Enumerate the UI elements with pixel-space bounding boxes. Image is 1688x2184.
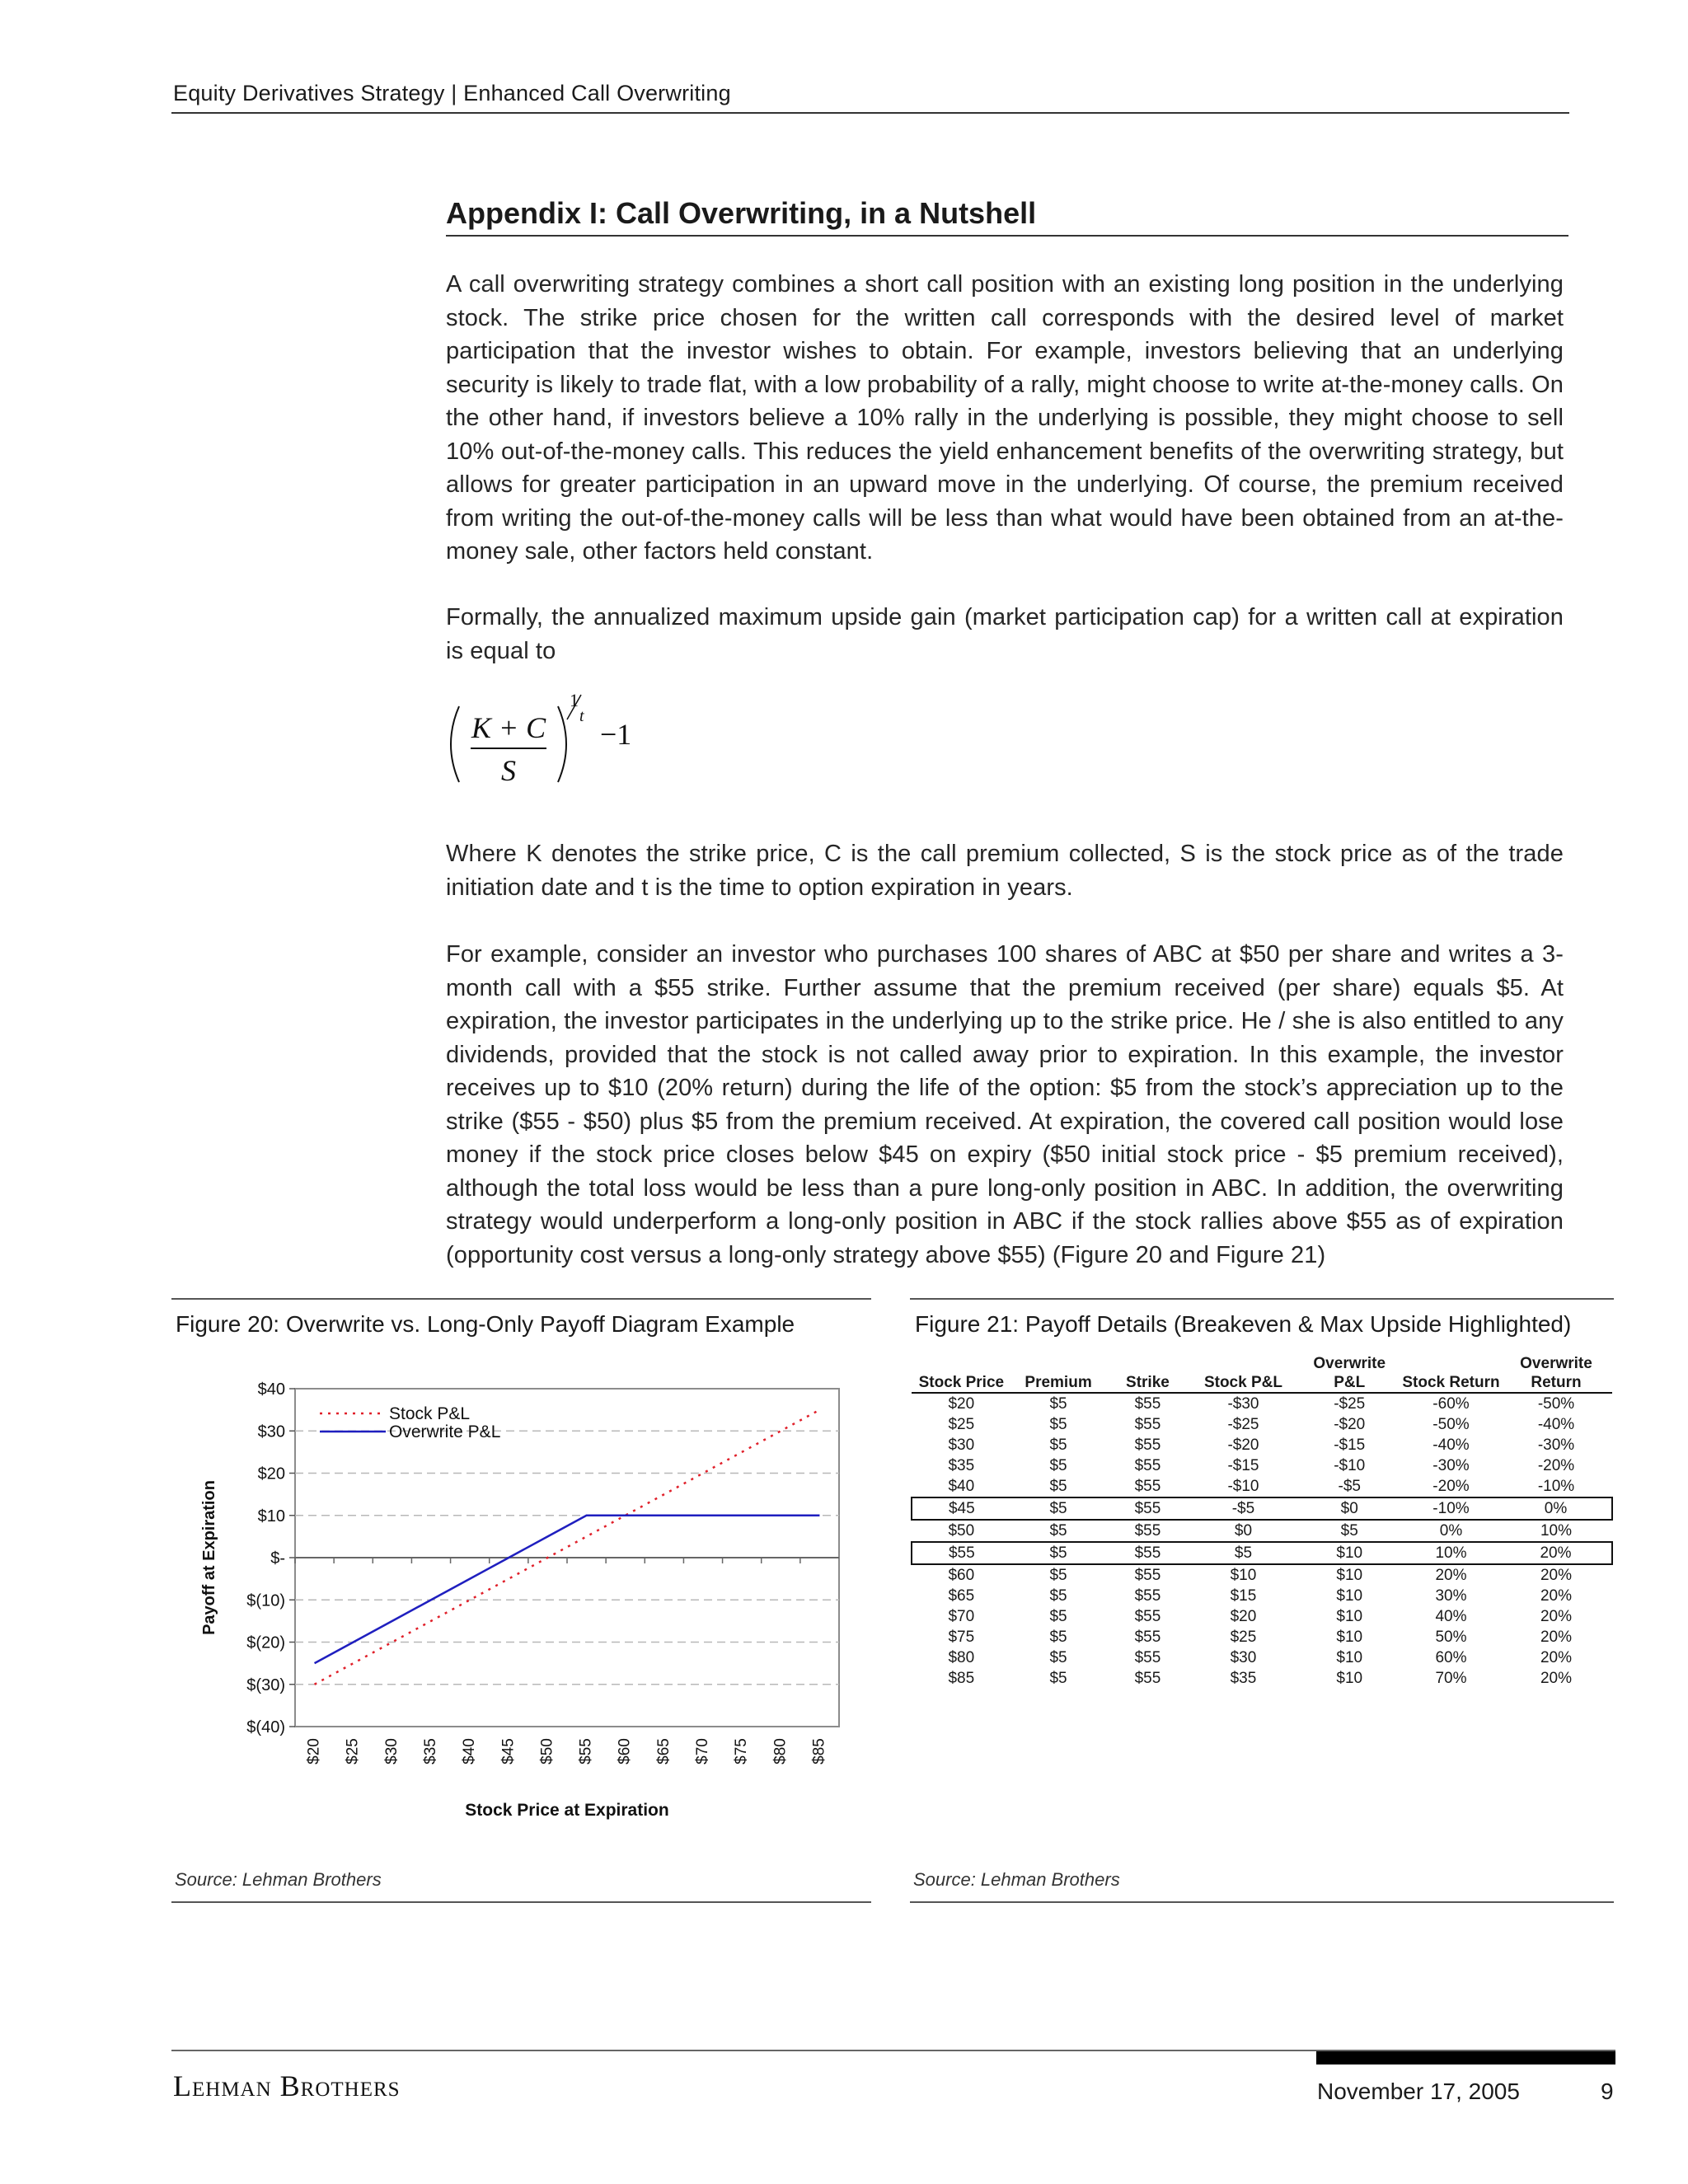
table-cell: $50 [948, 1521, 975, 1540]
paragraph-example: For example, consider an investor who purchases 100 shares of ABC at $50 per share and writes a 3-month call with a $55 strike. Further assume that the premium received (per share) equals $5. At expiration, the investor participates in the underlying up to the strike price. He / she is also entitled to any dividends, provided that the stock is not called away prior to expiration. In this example, the investor receives up to $10 (20% return) during the life of the option: $5 from the stock’s appreciation up to the strike ($55 - $50) plus $5 from the premium received. At expiration, the covered call position would lose money if the stock price closes below $45 on expiry ($50 initial stock price - $5 premium received), although the total loss would be less than a pure long-only position in ABC. In addition, the overwriting strategy would underperform a long-only position in ABC if the stock rallies above $55 as of expiration (opportunity cost versus a long-only strategy above $55) (Figure 20 and Figure 21) [446, 941, 1564, 1268]
table-row [912, 1455, 1612, 1476]
page-number: 9 [1601, 2079, 1614, 2104]
table-cell: $55 [1134, 1648, 1161, 1666]
table-header-cell: Overwrite Return [1520, 1355, 1592, 1391]
table-cell: -30% [1537, 1436, 1575, 1454]
table-cell: $30 [1230, 1648, 1257, 1666]
table-cell: $55 [1134, 1669, 1161, 1687]
x-tick-label: $35 [422, 1738, 440, 1765]
table-cell: $55 [1134, 1394, 1161, 1413]
table-row [912, 1668, 1612, 1689]
figure21-title: Figure 21: Payoff Details (Breakeven & Max Upside Highlighted) [915, 1311, 1572, 1337]
table-cell: $5 [1011, 1497, 1106, 1520]
table-cell: $55 [1134, 1415, 1161, 1433]
formula-denominator: S [501, 754, 516, 787]
table-cell: $5 [1011, 1542, 1106, 1564]
table-header-cell: Strike [1126, 1374, 1170, 1391]
x-tick-label: $65 [654, 1738, 673, 1765]
table-cell: $10 [1336, 1669, 1363, 1687]
table-cell: $10 [1336, 1566, 1363, 1584]
table-cell: $5 [1049, 1456, 1067, 1474]
table-cell: $5 [1340, 1521, 1358, 1540]
header-rule [171, 112, 1569, 114]
table-cell: -20% [1432, 1477, 1470, 1495]
table-cell: $65 [948, 1586, 975, 1605]
table-cell: $5 [1049, 1415, 1067, 1433]
table-cell: $10 [1336, 1586, 1363, 1605]
table-cell: $25 [1230, 1628, 1257, 1646]
table-cell: $5 [1189, 1542, 1296, 1564]
table-cell: -$10 [1334, 1456, 1366, 1474]
formula-exponent-denominator: t [579, 707, 584, 725]
x-tick-label: $60 [616, 1738, 634, 1765]
table-cell: 20% [1540, 1607, 1572, 1625]
x-tick-label: $85 [810, 1738, 828, 1765]
table-cell: -$20 [1334, 1415, 1366, 1433]
table-cell: $55 [1134, 1456, 1161, 1474]
table-cell: $10 [1296, 1542, 1402, 1564]
table-cell: -40% [1432, 1436, 1470, 1454]
table-cell: $55 [1134, 1521, 1161, 1540]
table-row [912, 1606, 1612, 1627]
table-cell: -$20 [1227, 1436, 1259, 1454]
table-cell: $85 [948, 1669, 975, 1687]
table-row [912, 1520, 1612, 1542]
table-row [912, 1497, 1612, 1520]
table-cell: -20% [1537, 1456, 1575, 1474]
table-cell: $10 [1230, 1566, 1257, 1584]
legend-label: Stock P&L [389, 1404, 471, 1423]
x-tick-label: $75 [733, 1738, 751, 1765]
table-cell: 20% [1540, 1586, 1572, 1605]
table-cell: -10% [1402, 1497, 1500, 1520]
figure20-top-rule [171, 1298, 871, 1300]
table-cell: 10% [1402, 1542, 1500, 1564]
formula-left-paren [451, 706, 459, 782]
table-cell: $55 [1134, 1477, 1161, 1495]
table-row [912, 1393, 1612, 1414]
title-rule [446, 235, 1568, 237]
table-cell: $45 [912, 1497, 1011, 1520]
figure20-title: Figure 20: Overwrite vs. Long-Only Payoff Diagram Example [176, 1311, 795, 1337]
formula-numerator: K + C [471, 711, 546, 744]
x-tick-label: $30 [382, 1738, 401, 1765]
table-cell: -40% [1537, 1415, 1575, 1433]
table-cell: $5 [1049, 1669, 1067, 1687]
table-cell: $60 [948, 1566, 975, 1584]
table-cell: -$15 [1227, 1456, 1259, 1474]
table-cell: -60% [1432, 1394, 1470, 1413]
table-cell: -50% [1537, 1394, 1575, 1413]
table-cell: $30 [948, 1436, 975, 1454]
x-tick-label: $80 [771, 1738, 790, 1765]
table-cell: $35 [948, 1456, 975, 1474]
table-cell: $0 [1296, 1497, 1402, 1520]
table-cell: $55 [1134, 1586, 1161, 1605]
table-row [912, 1542, 1612, 1564]
table-cell: 20% [1540, 1628, 1572, 1646]
table-cell: 20% [1500, 1542, 1612, 1564]
figure21-top-rule [910, 1298, 1614, 1300]
table-cell: $55 [1134, 1436, 1161, 1454]
table-cell: $10 [1336, 1607, 1363, 1625]
payoff-chart [171, 1364, 864, 1825]
table-cell: $55 [1134, 1607, 1161, 1625]
table-cell: -$5 [1338, 1477, 1361, 1495]
table-cell: 30% [1435, 1586, 1467, 1605]
table-cell: $10 [1336, 1628, 1363, 1646]
table-cell: 20% [1540, 1669, 1572, 1687]
paragraph-definitions: Where K denotes the strike price, C is the call premium collected, S is the stock price as of the trade initiation date and t is the time to option expiration in years. [446, 841, 1564, 901]
table-cell: -$10 [1227, 1477, 1259, 1495]
table-cell: $20 [1230, 1607, 1257, 1625]
table-cell: 50% [1435, 1628, 1467, 1646]
table-cell: $55 [1105, 1497, 1189, 1520]
table-cell: 20% [1435, 1566, 1467, 1584]
x-tick-label: $55 [577, 1738, 595, 1765]
table-cell: $5 [1049, 1566, 1067, 1584]
table-cell: $5 [1049, 1521, 1067, 1540]
y-axis-title: Payoff at Expiration [200, 1480, 218, 1635]
table-cell: $75 [948, 1628, 975, 1646]
table-cell: $5 [1049, 1436, 1067, 1454]
table-row [912, 1414, 1612, 1435]
legend-label: Overwrite P&L [389, 1422, 501, 1441]
table-cell: -30% [1432, 1456, 1470, 1474]
x-tick-label: $50 [538, 1738, 556, 1765]
table-cell: $5 [1049, 1628, 1067, 1646]
figure21-bottom-rule [910, 1901, 1614, 1903]
table-cell: -$25 [1334, 1394, 1366, 1413]
x-tick-label: $20 [305, 1738, 323, 1765]
figure21-source: Source: Lehman Brothers [913, 1869, 1120, 1890]
table-cell: $5 [1049, 1394, 1067, 1413]
table-header-cell: Overwrite P&L [1313, 1355, 1386, 1391]
x-tick-label: $70 [694, 1738, 712, 1765]
table-row [912, 1476, 1612, 1497]
table-row [912, 1647, 1612, 1668]
y-tick-label: $20 [257, 1465, 285, 1483]
table-cell: 20% [1540, 1648, 1572, 1666]
formula-minus-one: −1 [600, 718, 632, 751]
table-cell: -50% [1432, 1415, 1470, 1433]
formula-right-paren [558, 706, 566, 782]
table-row [912, 1627, 1612, 1647]
table-cell: -$30 [1227, 1394, 1259, 1413]
table-cell: $5 [1049, 1477, 1067, 1495]
y-tick-label: $40 [257, 1380, 285, 1399]
y-tick-label: $30 [257, 1422, 285, 1441]
table-cell: 40% [1435, 1607, 1467, 1625]
y-tick-label: $(10) [246, 1591, 285, 1610]
table-cell: 70% [1435, 1669, 1467, 1687]
table-cell: $25 [948, 1415, 975, 1433]
table-cell: $40 [948, 1477, 975, 1495]
table-cell: $80 [948, 1648, 975, 1666]
formula-exponent-numerator: 1 [570, 690, 579, 710]
table-cell: $55 [1134, 1628, 1161, 1646]
table-header-row [912, 1354, 1612, 1393]
y-tick-label: $10 [257, 1507, 285, 1526]
table-cell: -$5 [1189, 1497, 1296, 1520]
table-cell: $5 [1049, 1648, 1067, 1666]
table-cell: $70 [948, 1607, 975, 1625]
table-cell: -$15 [1334, 1436, 1366, 1454]
table-cell: $55 [912, 1542, 1011, 1564]
footer-date: November 17, 2005 [1317, 2079, 1520, 2104]
footer-bar [1316, 2051, 1615, 2064]
table-header-cell: Stock Return [1402, 1374, 1500, 1391]
table-cell: $5 [1049, 1586, 1067, 1605]
table-cell: $0 [1234, 1521, 1253, 1540]
y-tick-label: $(20) [246, 1633, 285, 1652]
table-cell: -$25 [1227, 1415, 1259, 1433]
payoff-table [911, 1354, 1613, 1689]
x-tick-label: $45 [499, 1738, 518, 1765]
appendix-title: Appendix I: Call Overwriting, in a Nutshell [446, 196, 1037, 230]
x-tick-label: $40 [461, 1738, 479, 1765]
table-header-cell: Stock Price [918, 1374, 1005, 1391]
table-header-cell: Premium [1025, 1374, 1092, 1391]
table-row [912, 1586, 1612, 1606]
table-cell: $15 [1230, 1586, 1257, 1605]
figure20-bottom-rule [171, 1901, 871, 1903]
y-tick-label: $(30) [246, 1675, 285, 1694]
y-tick-label: $- [270, 1549, 285, 1568]
table-cell: 20% [1540, 1566, 1572, 1584]
table-cell: $20 [948, 1394, 975, 1413]
figure20-source: Source: Lehman Brothers [175, 1869, 382, 1890]
x-axis-title: Stock Price at Expiration [465, 1801, 669, 1820]
paragraph-formula-intro: Formally, the annualized maximum upside gain (market participation cap) for a written call at expiration is equal to [446, 604, 1564, 664]
company-logo: Lehman Brothers [173, 2069, 401, 2102]
table-cell: $10 [1336, 1648, 1363, 1666]
table-header-cell: Stock P&L [1203, 1374, 1282, 1391]
table-cell: 0% [1439, 1521, 1463, 1540]
table-row [912, 1435, 1612, 1455]
table-cell: $55 [1105, 1542, 1189, 1564]
table-cell: $35 [1230, 1669, 1257, 1687]
table-row [912, 1564, 1612, 1586]
y-tick-label: $(40) [246, 1718, 285, 1736]
table-cell: 0% [1500, 1497, 1612, 1520]
table-cell: 60% [1435, 1648, 1467, 1666]
table-cell: $5 [1049, 1607, 1067, 1625]
paragraph-intro: A call overwriting strategy combines a short call position with an existing long position in the underlying stock. The strike price chosen for the written call corresponds with the desired level of market participation that the investor wishes to obtain. For example, investors believing that an underlying security is likely to trade flat, with a low probability of a rally, might choose to write at-the-money calls. On the other hand, if investors believe a 10% rally in the underlying is possible, they might choose to sell 10% out-of-the-money calls. This reduces the yield enhancement benefits of the overwriting strategy, but allows for greater participation in an upward move in the underlying. Of course, the premium received from writing the out-of-the-money calls will be less than what would have been obtained from an at-the-money sale, other factors held constant. [446, 271, 1564, 565]
table-cell: $55 [1134, 1566, 1161, 1584]
x-tick-label: $25 [344, 1738, 362, 1765]
page-header: Equity Derivatives Strategy | Enhanced Call Overwriting [173, 81, 731, 105]
table-cell: -10% [1537, 1477, 1575, 1495]
formula [441, 688, 655, 795]
table-cell: 10% [1540, 1521, 1572, 1540]
